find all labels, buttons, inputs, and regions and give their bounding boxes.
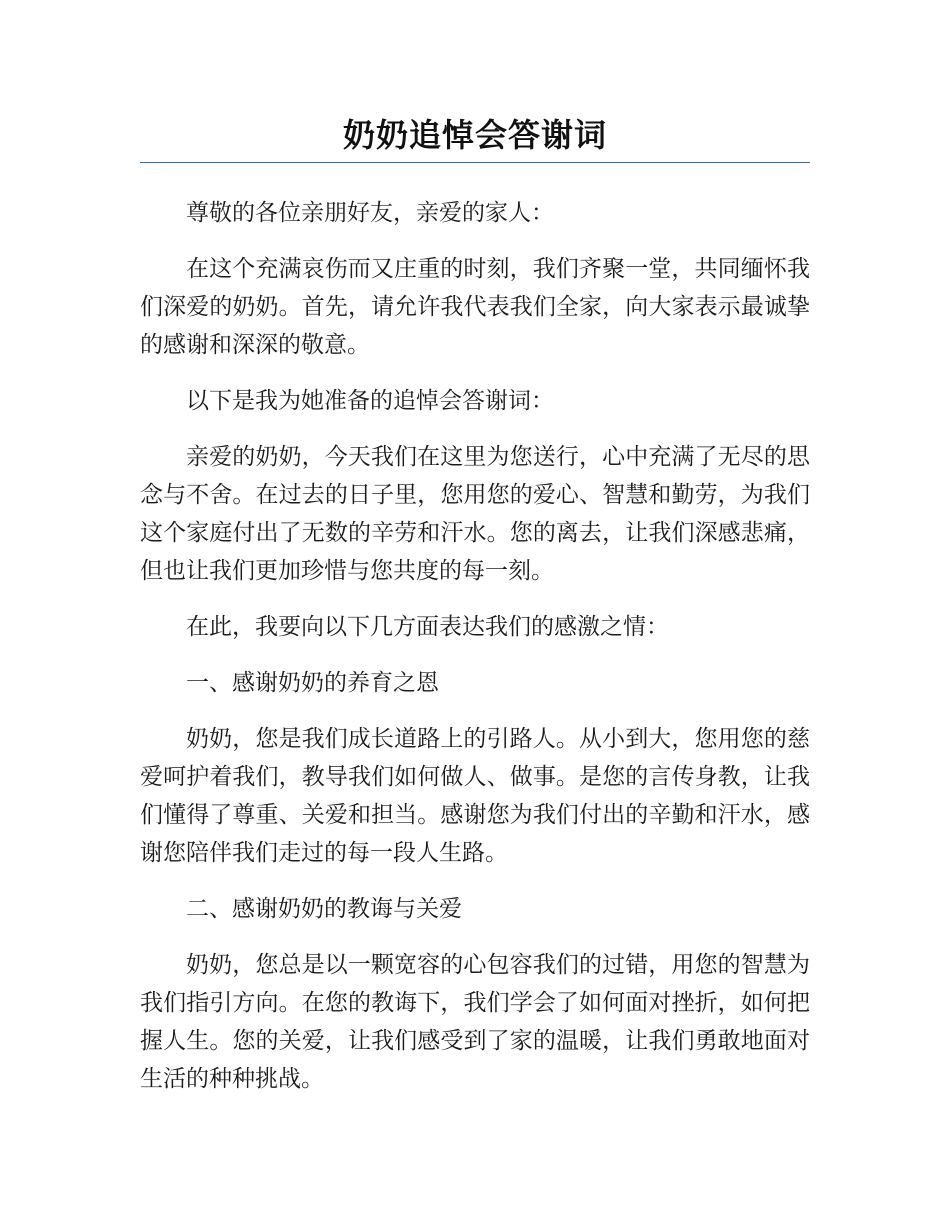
document-title: 奶奶追悼会答谢词 — [342, 116, 607, 154]
section-heading-2: 二、感谢奶奶的教诲与关爱 — [186, 896, 462, 922]
title-underline — [140, 162, 810, 163]
document-body — [140, 194, 810, 1116]
section-heading-1: 一、感谢奶奶的养育之恩 — [186, 670, 439, 696]
intro-paragraph: 以下是我为她准备的追悼会答谢词： — [186, 388, 554, 414]
section-2-paragraph: 奶奶，您总是以一颗宽容的心包容我们的过错，用您的智慧为我们指引方向。在您的教诲下，我们学会了如何面对挫折，如何把握人生。您的关爱，让我们感受到了家的温暖，让我们勇敢地面对生活的种种挑战。 — [140, 952, 810, 1092]
opening-paragraph: 在这个充满哀伤而又庄重的时刻，我们齐聚一堂，共同缅怀我们深爱的奶奶。首先，请允许我代表我们全家，向大家表示最诚挚的感谢和深深的敬意。 — [140, 256, 810, 358]
section-1-paragraph: 奶奶，您是我们成长道路上的引路人。从小到大，您用您的慈爱呵护着我们，教导我们如何做人、做事。是您的言传身教，让我们懂得了尊重、关爱和担当。感谢您为我们付出的辛勤和汗水，感谢您陪伴我们走过的每一段人生路。 — [140, 726, 810, 866]
gratitude-intro-paragraph: 在此，我要向以下几方面表达我们的感激之情： — [186, 614, 669, 640]
salutation: 尊敬的各位亲朋好友，亲爱的家人： — [186, 200, 554, 226]
tribute-paragraph: 亲爱的奶奶，今天我们在这里为您送行，心中充满了无尽的思念与不舍。在过去的日子里，您用您的爱心、智慧和勤劳，为我们这个家庭付出了无数的辛劳和汗水。您的离去，让我们深感悲痛，但也让我们更加珍惜与您共度的每一刻。 — [140, 444, 810, 584]
